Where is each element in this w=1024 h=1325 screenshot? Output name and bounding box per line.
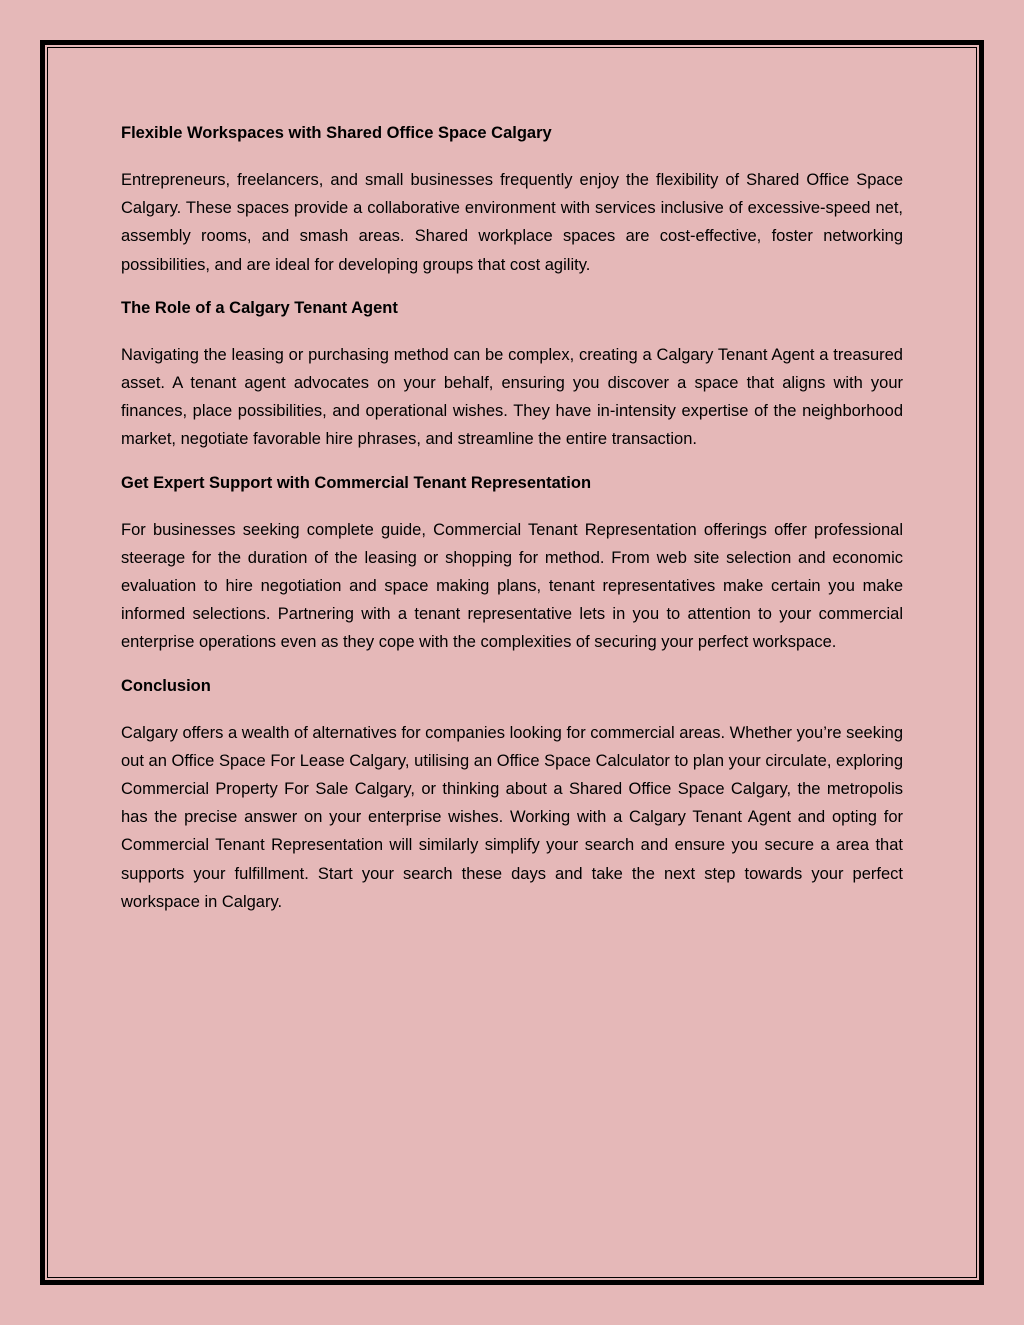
section-paragraph: Navigating the leasing or purchasing method can be complex, creating a Calgary Tenant Agent a treasured asset. A tenant agent advocates on your behalf, ensuring you discover a space that aligns with your finances, place possibilities, and operational wishes. They have in-intensity expertise of the neighborhood market, negotiate favorable hire phrases, and streamline the entire transaction.	[121, 345, 903, 449]
section-heading: Conclusion	[121, 676, 211, 695]
document-body	[121, 121, 903, 933]
section-tenant-agent	[121, 296, 903, 454]
section-paragraph: Entrepreneurs, freelancers, and small businesses frequently enjoy the flexibility of Shared Office Space Calgary. These spaces provide a collaborative environment with services inclusive of excessive-speed net, assembly rooms, and smash areas. Shared workplace spaces are cost-effective, foster networking possibilities, and are ideal for developing groups that cost agility.	[121, 171, 903, 274]
section-paragraph: Calgary offers a wealth of alternatives for companies looking for commercial areas. Whether you’re seeking out an Office Space For Lease Calgary, utilising an Office Space Calculator to plan your circulate, exploring Commercial Property For Sale Calgary, or thinking about a Shared Office Space Calgary, the metropolis has the precise answer on your enterprise wishes. Working with a Calgary Tenant Agent and opting for Commercial Tenant Representation will similarly simplify your search and ensure you secure a area that supports your fulfillment. Start your search these days and take the next step towards your perfect workspace in Calgary.	[121, 723, 903, 911]
section-paragraph: For businesses seeking complete guide, Commercial Tenant Representation offerings offer professional steerage for the duration of the leasing or shopping for method. From web site selection and economic evaluation to hire negotiation and space making plans, tenant representatives make certain you make informed selections. Partnering with a tenant representative lets in you to attention to your commercial enterprise operations even as they cope with the complexities of securing your perfect workspace.	[121, 520, 903, 652]
section-shared-office	[121, 121, 903, 279]
section-heading: The Role of a Calgary Tenant Agent	[121, 298, 398, 317]
section-conclusion	[121, 674, 903, 916]
section-heading: Get Expert Support with Commercial Tenant Representation	[121, 473, 592, 492]
section-heading: Flexible Workspaces with Shared Office Space Calgary	[121, 124, 552, 142]
section-tenant-representation	[121, 471, 903, 657]
